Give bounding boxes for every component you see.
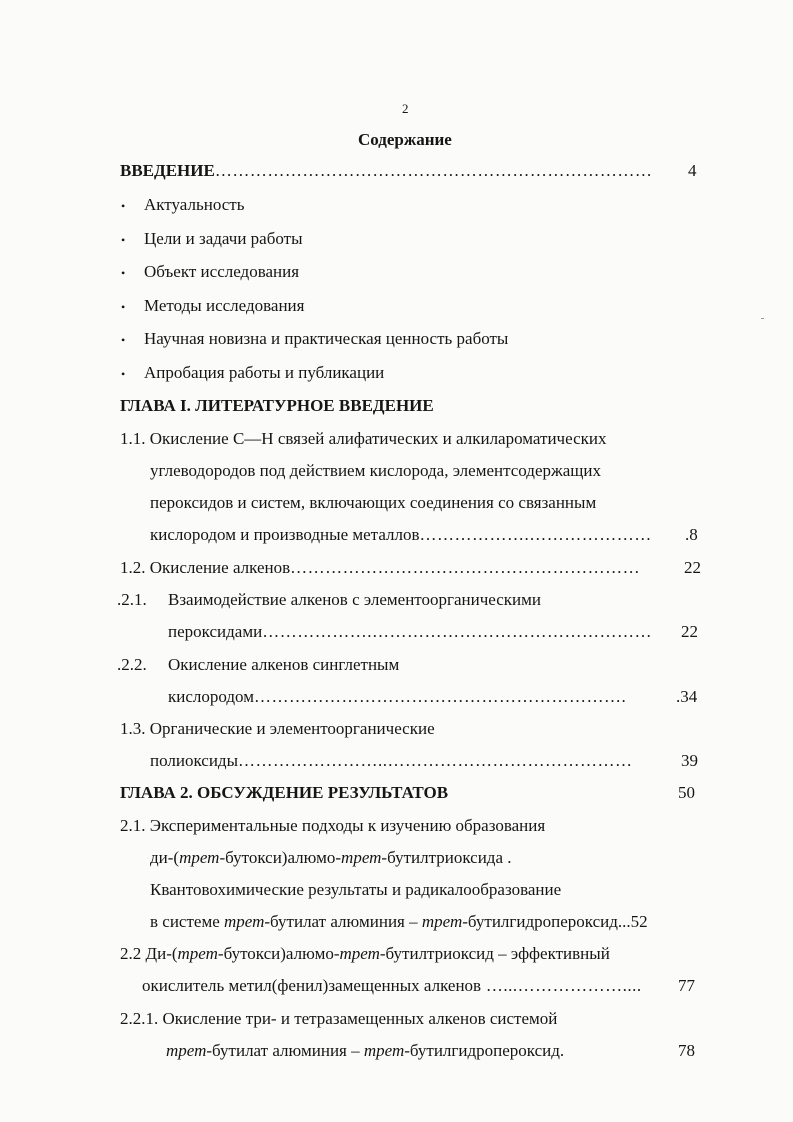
toc-entry-2-1-line2 — [168, 622, 652, 642]
italic-text-run: трет — [363, 1041, 405, 1060]
bullet-icon: • — [121, 266, 126, 280]
toc-bullet-item: Методы исследования — [144, 296, 305, 315]
toc-entry-text: пероксидами — [168, 622, 263, 641]
toc-entry-ch2-2-2-line2 — [142, 976, 642, 996]
text-run: -бутокси)алюмо- — [219, 848, 342, 867]
toc-bullet-item: Цели и задачи работы — [144, 229, 303, 248]
toc-entry-2-2-line1: Окисление алкенов синглетным — [168, 655, 400, 674]
toc-entry-number: .2.1. — [117, 590, 147, 609]
toc-page-number: 39 — [681, 751, 698, 770]
toc-entry-ch2-2-2-1-line2 — [166, 1041, 564, 1061]
toc-entry-text: кислородом — [168, 687, 254, 706]
toc-chapter-2-title: ГЛАВА 2. ОБСУЖДЕНИЕ РЕЗУЛЬТАТОВ — [120, 783, 449, 802]
toc-entry-1-1-line4 — [150, 525, 652, 545]
italic-text-run: трет — [421, 912, 463, 931]
toc-entry-ch2-2-1-line4 — [150, 912, 648, 932]
text-run: -бутилтриоксид – эффективный — [379, 944, 610, 963]
toc-page-number: .8 — [685, 525, 698, 544]
text-run: 2.2 Ди-( — [120, 944, 178, 963]
text-run: -бутилтриоксида . — [381, 848, 512, 867]
bullet-icon: • — [121, 199, 126, 213]
toc-entry-2-2-line2 — [168, 687, 626, 707]
leader-dots: ……………….………………… — [419, 525, 652, 544]
italic-text-run: трет — [341, 848, 382, 867]
toc-entry-ch2-2-2-1-line1: 2.2.1. Окисление три- и тетразамещенных алкенов системой — [120, 1009, 558, 1028]
scan-speck — [761, 318, 764, 319]
toc-entry-1-2 — [120, 558, 640, 578]
bullet-icon: • — [121, 300, 126, 314]
toc-entry-ch2-2-1-line3: Квантовохимические результаты и радикалообразование — [150, 880, 562, 899]
toc-entry-text: 1.2. Окисление алкенов — [120, 558, 291, 577]
toc-entry-2-1-line1: Взаимодействие алкенов с элементоорганическими — [168, 590, 541, 609]
italic-text-run: трет — [224, 912, 265, 931]
leader-dots: ………………………………………………………. — [253, 687, 627, 706]
toc-bullet-item: Апробация работы и публикации — [144, 363, 385, 382]
toc-chapter-1-title: ГЛАВА I. ЛИТЕРАТУРНОЕ ВВЕДЕНИЕ — [120, 396, 434, 415]
toc-entry-ch2-2-1-line1: 2.1. Экспериментальные подходы к изучению образования — [120, 816, 546, 835]
leader-dots: …...……………….... — [481, 976, 642, 995]
toc-title: Содержание — [358, 130, 452, 149]
toc-entry-text: окислитель метил(фенил)замещенных алкенов — [142, 976, 482, 995]
toc-entry-text: полиоксиды — [150, 751, 239, 770]
leader-dots: ………………………………………………………………… — [214, 161, 653, 180]
page-number: 2 — [402, 101, 409, 116]
text-run: -бутилат алюминия – — [206, 1041, 364, 1060]
italic-text-run: трет — [339, 944, 380, 963]
toc-page-number: 4 — [688, 161, 697, 180]
leader-dots: …………………………………………………… — [290, 558, 641, 577]
text-run: -бутилгидропероксид...52 — [462, 912, 648, 931]
italic-text-run: трет — [166, 1041, 207, 1060]
leader-dots: ……………….………………………………………… — [262, 622, 652, 641]
bullet-icon: • — [121, 333, 126, 347]
toc-entry-1-3-line1: 1.3. Органические и элементоорганические — [120, 719, 435, 738]
text-run: -бутилгидропероксид. — [404, 1041, 565, 1060]
toc-entry-1-1-line3: пероксидов и систем, включающих соединения со связанным — [150, 493, 597, 512]
text-run: ди-( — [150, 848, 180, 867]
italic-text-run: трет — [177, 944, 218, 963]
toc-entry-number: .2.2. — [117, 655, 147, 674]
text-run: -бутилат алюминия – — [264, 912, 422, 931]
toc-entry-label: ВВЕДЕНИЕ — [120, 161, 215, 180]
toc-entry-ch2-2-1-line2 — [150, 848, 512, 868]
toc-page-number: 77 — [678, 976, 695, 995]
toc-entry-intro — [120, 161, 652, 181]
toc-page-number: 22 — [684, 558, 701, 577]
toc-bullet-item: Научная новизна и практическая ценность работы — [144, 329, 509, 348]
toc-page-number: .34 — [676, 687, 698, 706]
toc-bullet-item: Актуальность — [144, 195, 245, 214]
toc-entry-1-3-line2 — [150, 751, 633, 771]
toc-entry-1-1-line2: углеводородов под действием кислорода, элементсодержащих — [150, 461, 601, 480]
toc-bullet-item: Объект исследования — [144, 262, 300, 281]
text-run: в системе — [150, 912, 224, 931]
leader-dots: ……………………..…………………………………… — [238, 751, 633, 770]
bullet-icon: • — [121, 367, 126, 381]
toc-entry-text: кислородом и производные металлов — [150, 525, 420, 544]
toc-entry-1-1-line1: 1.1. Окисление С—Н связей алифатических и алкилароматических — [120, 429, 607, 448]
toc-page-number: 50 — [678, 783, 695, 802]
text-run: -бутокси)алюмо- — [217, 944, 340, 963]
toc-entry-ch2-2-2-line1 — [120, 944, 610, 964]
italic-text-run: трет — [179, 848, 220, 867]
bullet-icon: • — [121, 233, 126, 247]
toc-page-number: 78 — [678, 1041, 695, 1060]
toc-page-number: 22 — [681, 622, 698, 641]
